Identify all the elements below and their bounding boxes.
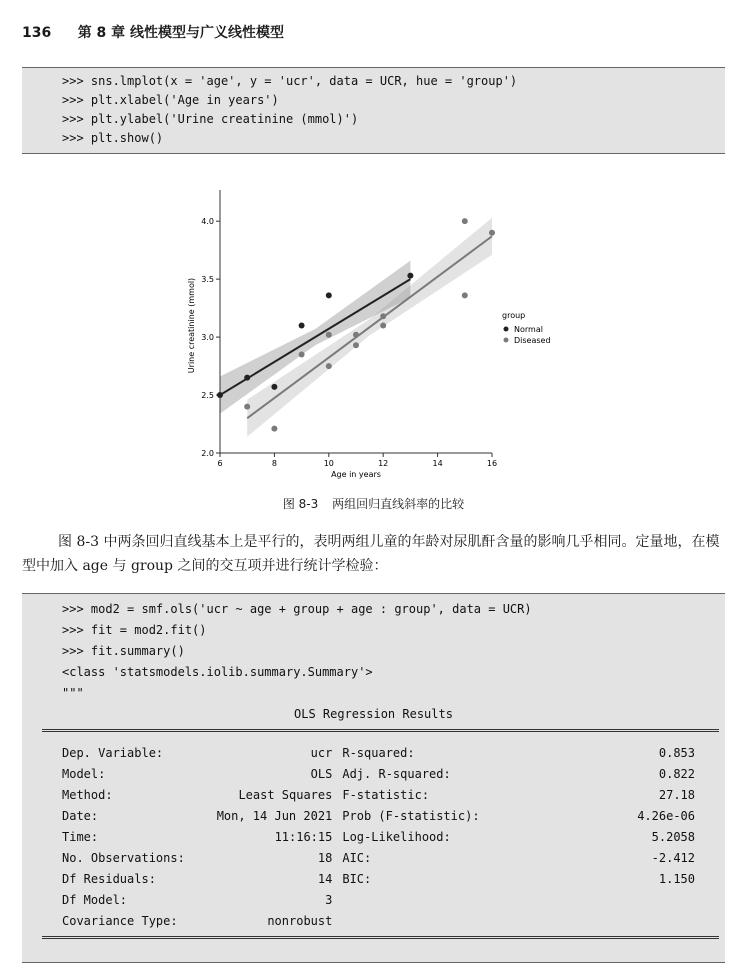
results-title: OLS Regression Results — [294, 707, 453, 721]
data-point-diseased — [353, 332, 359, 338]
data-point-normal — [299, 323, 305, 329]
results-cell — [480, 913, 726, 934]
legend-marker — [504, 327, 509, 332]
data-point-diseased — [380, 323, 386, 329]
results-cell: Time: — [62, 830, 99, 844]
data-point-diseased — [299, 351, 305, 357]
results-row — [62, 829, 725, 850]
x-tick-label: 8 — [271, 459, 277, 468]
results-cell: BIC: — [342, 872, 372, 886]
results-cell: 1.150 — [658, 872, 695, 886]
results-cell: Mon, 14 Jun 2021 — [216, 809, 333, 823]
table-separator — [42, 936, 719, 946]
data-point-normal — [244, 375, 250, 381]
x-tick-label: 12 — [378, 459, 389, 468]
x-tick-label: 6 — [217, 459, 223, 468]
y-tick-label: 2.0 — [201, 449, 214, 458]
results-cell: 11:16:15 — [274, 830, 333, 844]
results-cell: Method: — [62, 788, 113, 802]
page-header — [22, 22, 284, 42]
results-row — [62, 850, 725, 871]
results-cell: Df Model: — [62, 893, 128, 907]
results-cell: Prob (F-statistic): — [342, 809, 480, 823]
results-cell: 27.18 — [658, 788, 695, 802]
results-cell: OLS — [310, 767, 333, 781]
results-cell: AIC: — [342, 851, 372, 865]
code-block-ols — [22, 593, 725, 963]
results-cell: Df Residuals: — [62, 872, 156, 886]
results-row — [62, 892, 725, 913]
y-tick-label: 3.5 — [201, 275, 214, 285]
data-point-diseased — [271, 426, 277, 432]
code-line: >>> mod2 = smf.ols('ucr ~ age + group + age : group', data = UCR) — [62, 602, 532, 616]
code-line: <class 'statsmodels.iolib.summary.Summary'> — [62, 665, 373, 679]
results-cell: 3 — [325, 893, 333, 907]
body-paragraph: 图 8-3 中两条回归直线基本上是平行的，表明两组儿童的年龄对尿肌酐含量的影响几乎相同。定量地，在模型中加入 age 与 group 之间的交互项并进行统计学检验： — [22, 534, 720, 574]
x-tick-label: 10 — [323, 459, 334, 468]
code-line: """ — [62, 686, 84, 700]
results-cell — [332, 913, 479, 934]
results-row — [62, 745, 725, 766]
results-cell: -2.412 — [651, 851, 695, 865]
fit-line-diseased — [247, 236, 492, 418]
figure-caption-text: 两组回归直线斜率的比较 — [332, 497, 465, 511]
data-point-diseased — [326, 363, 332, 369]
results-cell: F-statistic: — [342, 788, 430, 802]
code-line: >>> fit.summary() — [62, 644, 185, 658]
legend-title: group — [502, 311, 526, 320]
code-line: >>> sns.lmplot(x = 'age', y = 'ucr', data = UCR, hue = 'group') — [62, 74, 518, 88]
results-cell: 0.853 — [658, 746, 695, 760]
y-tick-label: 3.0 — [201, 333, 214, 343]
y-tick-label: 2.5 — [201, 391, 214, 401]
results-row — [62, 871, 725, 892]
data-point-normal — [326, 292, 332, 298]
code-line: >>> plt.xlabel('Age in years') — [62, 93, 279, 107]
results-cell: 4.26e-06 — [637, 809, 695, 823]
code-line: >>> fit = mod2.fit() — [62, 623, 207, 637]
x-axis-label: Age in years — [331, 470, 381, 479]
data-point-diseased — [353, 342, 359, 348]
table-separator — [42, 729, 719, 739]
figure-number: 图 8-3 — [282, 497, 319, 511]
results-row — [62, 787, 725, 808]
results-cell: Dep. Variable: — [62, 746, 164, 760]
results-cell: 5.2058 — [651, 830, 695, 844]
y-axis-label: Urine creatinine (mmol) — [187, 277, 196, 374]
results-cell: Model: — [62, 767, 106, 781]
results-row — [62, 913, 725, 934]
results-row — [62, 766, 725, 787]
code-line: >>> plt.show() — [62, 131, 164, 145]
results-cell — [332, 892, 479, 913]
data-point-normal — [217, 392, 223, 398]
results-cell: Least Squares — [238, 788, 333, 802]
scatter-regression-chart — [180, 168, 575, 480]
results-cell: 14 — [317, 872, 333, 886]
code-block-plot — [22, 67, 725, 154]
results-cell: Adj. R-squared: — [342, 767, 451, 781]
data-point-diseased — [326, 332, 332, 338]
results-cell: Log-Likelihood: — [342, 830, 451, 844]
results-cell: No. Observations: — [62, 851, 185, 865]
data-point-diseased — [489, 230, 495, 236]
x-tick-label: 16 — [486, 459, 498, 468]
legend-entry: Normal — [514, 325, 543, 334]
results-cell: 0.822 — [658, 767, 695, 781]
data-point-diseased — [244, 404, 250, 410]
results-cell: ucr — [310, 746, 333, 760]
results-cell: Covariance Type: — [62, 914, 178, 928]
results-cell: nonrobust — [267, 914, 333, 928]
data-point-diseased — [462, 218, 468, 224]
legend-marker — [504, 338, 509, 343]
data-point-diseased — [462, 292, 468, 298]
x-tick-label: 14 — [432, 459, 443, 468]
y-tick-label: 4.0 — [201, 217, 214, 227]
results-cell: 18 — [317, 851, 333, 865]
code-line: >>> plt.ylabel('Urine creatinine (mmol)') — [62, 112, 359, 126]
data-point-diseased — [380, 313, 386, 319]
results-row — [62, 808, 725, 829]
results-table — [62, 745, 725, 934]
page-number: 136 — [22, 25, 52, 41]
data-point-normal — [271, 384, 277, 390]
results-cell: R-squared: — [342, 746, 415, 760]
legend-entry: Diseased — [514, 336, 551, 345]
chapter-title: 第 8 章 线性模型与广义线性模型 — [77, 25, 285, 41]
data-point-normal — [407, 273, 413, 279]
results-cell — [480, 892, 726, 913]
figure-caption — [0, 495, 747, 512]
results-cell: Date: — [62, 809, 99, 823]
